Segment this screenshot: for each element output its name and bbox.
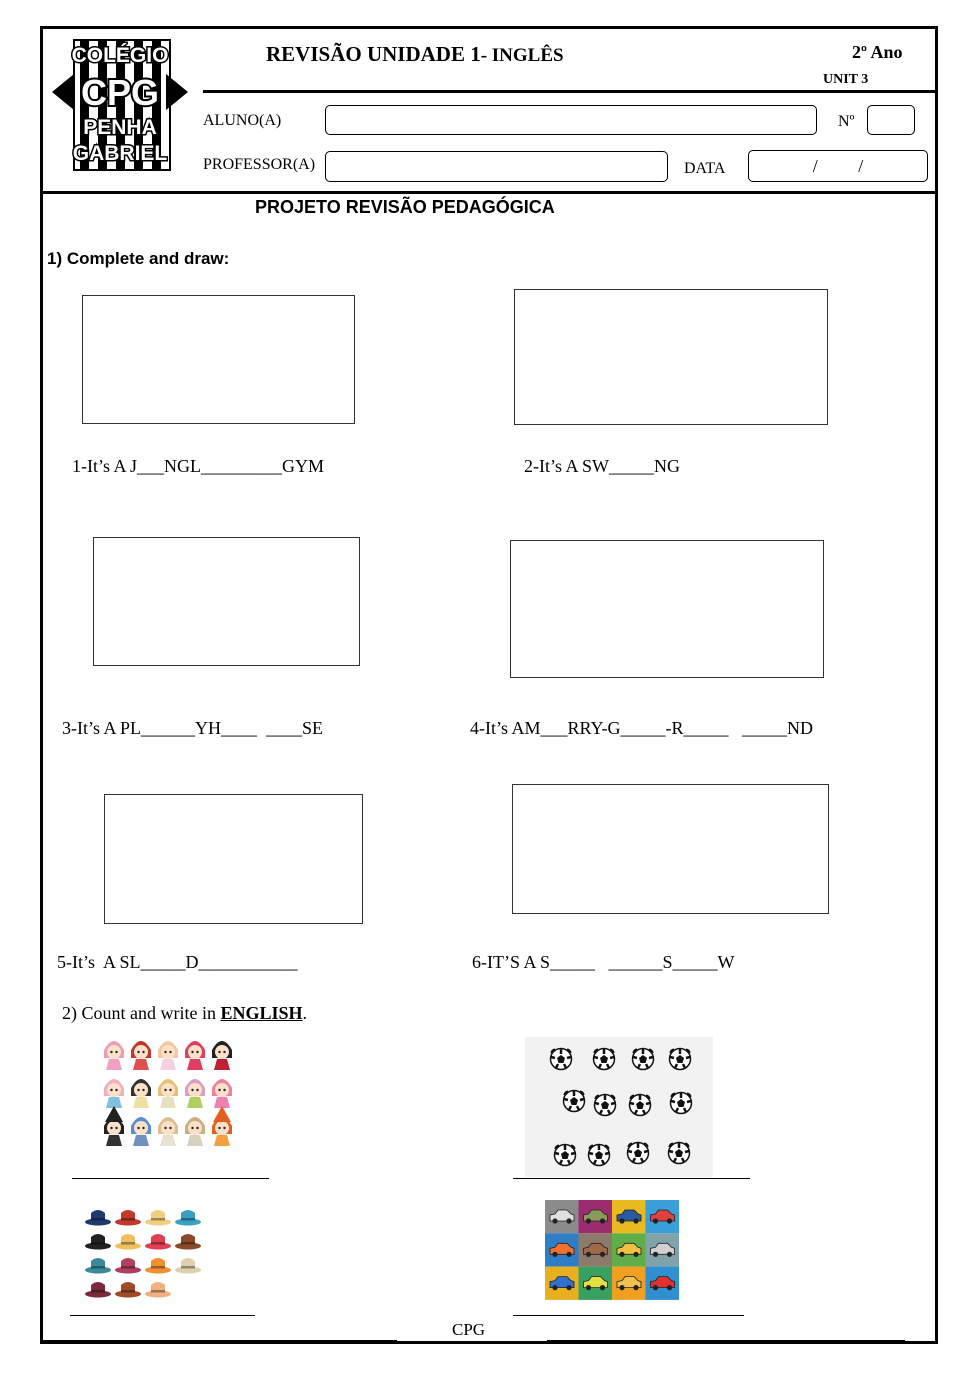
soccer-ball-9 — [555, 1145, 576, 1166]
draw-box-1[interactable] — [82, 295, 355, 424]
footer-line-left — [43, 1340, 397, 1341]
soccer-ball-2 — [594, 1049, 615, 1070]
draw-box-3[interactable] — [93, 537, 360, 666]
item-2: 2-It’s A SW_____NG — [524, 456, 681, 476]
doll-3 — [158, 1041, 178, 1070]
car-1 — [545, 1200, 579, 1233]
doll-6 — [104, 1079, 124, 1108]
logo-text-gabriel: GABRIEL — [72, 142, 168, 165]
professor-field[interactable] — [325, 151, 668, 182]
doll-11 — [104, 1106, 124, 1146]
answer-line-hats[interactable] — [70, 1315, 255, 1316]
car-3 — [612, 1200, 646, 1233]
hat-5 — [85, 1234, 111, 1250]
draw-box-6[interactable] — [512, 784, 829, 914]
logo-text-penha: PENHA — [83, 116, 157, 139]
soccer-ball-8 — [671, 1093, 692, 1114]
doll-2 — [131, 1041, 151, 1070]
hat-4 — [175, 1210, 201, 1226]
soccer-ball-11 — [628, 1143, 649, 1164]
aluno-label: ALUNO(A) — [203, 112, 282, 129]
soccer-ball-6 — [595, 1095, 616, 1116]
header-title-rule — [203, 90, 938, 93]
section1-heading: 1) Complete and draw: — [47, 249, 230, 268]
draw-box-4[interactable] — [510, 540, 824, 678]
numero-field[interactable] — [867, 105, 915, 135]
hat-6 — [115, 1234, 141, 1250]
hats-illustration — [82, 1203, 207, 1303]
item-4: 4-It’s AM___RRY-G_____-R_____ _____ND — [470, 718, 814, 738]
cars-illustration — [545, 1200, 679, 1300]
soccer-ball-10 — [589, 1145, 610, 1166]
data-label: DATA — [684, 160, 726, 177]
answer-line-cars[interactable] — [513, 1315, 744, 1316]
title-main: REVISÃO UNIDADE 1 — [266, 42, 481, 66]
doll-5 — [212, 1041, 232, 1070]
car-5 — [545, 1233, 579, 1266]
doll-9 — [185, 1079, 205, 1108]
worksheet-title — [266, 42, 564, 67]
footer-text: CPG — [452, 1320, 486, 1339]
soccer-ball-12 — [669, 1143, 690, 1164]
hat-7 — [145, 1234, 171, 1250]
hat-1 — [85, 1210, 111, 1226]
date-field[interactable]: / / — [748, 150, 928, 182]
doll-1 — [104, 1041, 124, 1070]
car-7 — [612, 1233, 646, 1266]
car-2 — [579, 1200, 613, 1233]
hat-14 — [115, 1282, 141, 1298]
hat-12 — [175, 1258, 201, 1274]
item-6: 6-IT’S A S_____ ______S_____W — [472, 952, 735, 972]
section2-heading-prefix: 2) Count and write in — [62, 1003, 221, 1023]
soccer-ball-3 — [633, 1049, 654, 1070]
answer-line-balls[interactable] — [513, 1178, 750, 1179]
unit-label: UNIT 3 — [823, 72, 869, 87]
footer-line-right — [547, 1340, 905, 1341]
section2-heading-suffix: . — [302, 1003, 308, 1023]
car-8 — [646, 1233, 680, 1266]
hat-15 — [145, 1282, 171, 1298]
soccer-ball-1 — [551, 1049, 572, 1070]
draw-box-5[interactable] — [104, 794, 363, 924]
logo-text-colegio: COLÉGIO — [71, 44, 169, 67]
school-logo — [50, 30, 190, 175]
hat-10 — [115, 1258, 141, 1274]
aluno-field[interactable] — [325, 105, 817, 135]
soccer-ball-7 — [630, 1095, 651, 1116]
doll-4 — [185, 1041, 205, 1070]
grade-label: 2º Ano — [852, 42, 903, 62]
doll-12 — [131, 1117, 151, 1146]
item-1: 1-It’s A J___NGL_________GYM — [72, 456, 325, 476]
section2-heading-emphasis: ENGLISH — [220, 1003, 303, 1023]
hat-13 — [85, 1282, 111, 1298]
draw-box-2[interactable] — [514, 289, 828, 425]
numero-label: Nº — [838, 113, 855, 130]
hat-11 — [145, 1258, 171, 1274]
car-10 — [579, 1267, 613, 1300]
hat-8 — [175, 1234, 201, 1250]
hat-2 — [115, 1210, 141, 1226]
title-suffix: - INGLÊS — [480, 45, 564, 66]
hat-9 — [85, 1258, 111, 1274]
car-12 — [646, 1267, 680, 1300]
car-9 — [545, 1267, 579, 1300]
header-divider — [40, 191, 938, 194]
doll-10 — [212, 1079, 232, 1108]
soccer-ball-4 — [670, 1049, 691, 1070]
item-3: 3-It’s A PL______YH____ ____SE — [62, 718, 324, 738]
doll-15 — [212, 1106, 232, 1146]
project-title: PROJETO REVISÃO PEDAGÓGICA — [255, 197, 555, 217]
car-4 — [646, 1200, 680, 1233]
dolls-illustration — [100, 1032, 235, 1162]
soccer-ball-5 — [564, 1091, 585, 1112]
hat-3 — [145, 1210, 171, 1226]
answer-line-dolls[interactable] — [72, 1178, 269, 1179]
item-5: 5-It’s A SL_____D___________ — [57, 952, 298, 972]
doll-7 — [131, 1079, 151, 1108]
logo-text-cpg: CPG — [80, 72, 160, 113]
professor-label: PROFESSOR(A) — [203, 156, 316, 173]
section2-heading — [62, 1003, 307, 1024]
car-6 — [579, 1233, 613, 1266]
car-11 — [612, 1267, 646, 1300]
doll-13 — [158, 1117, 178, 1146]
doll-8 — [158, 1079, 178, 1108]
doll-14 — [185, 1117, 205, 1146]
balls-illustration — [525, 1037, 713, 1177]
